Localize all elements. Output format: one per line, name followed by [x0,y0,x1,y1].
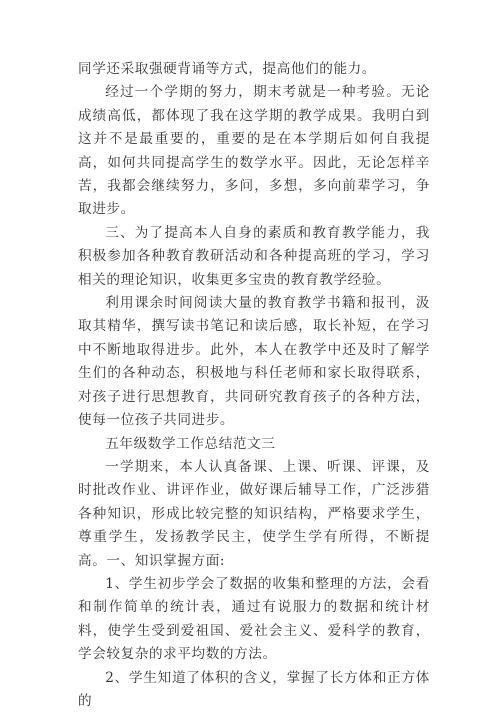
paragraph-5: 一学期来，本人认真备课、上课、听课、评课，及时批改作业、讲评作业，做好课后辅导工作，广泛涉猎各种知识，形成比较完整的知识结构，严格要求学生，尊重学生，发扬教学民主，使学生学有所得，不断提高。一、知识掌握方面: [78,458,430,569]
paragraph-1: 同学还采取强硬背诵等方式，提高他们的能力。 [78,61,377,77]
section-heading: 五年级数学工作总结范文三 [105,435,276,452]
document-body [78,58,430,713]
paragraph-7: 2、学生知道了体积的含义，掌握了长方体和正方体的 [78,669,430,709]
paragraph-2: 经过一个学期的努力，期末考就是一种考验。无论成绩高低，都体现了我在这学期的教学成果。我明白到这并不是最重要的，重要的是在本学期后如何自我提高，如何共同提高学生的数学水平。因此，无论怎样辛苦，我都会继续努力，多问，多想，多向前辈学习，争取进步。 [78,84,430,218]
paragraph-6: 1、学生初步学会了数据的收集和整理的方法，会看和制作简单的统计表，通过有说服力的数据和统计材料，使学生受到爱祖国、爱社会主义、爱科学的教育，学会较复杂的求平均数的方法。 [78,575,430,663]
paragraph-3: 三、为了提高本人自身的素质和教育教学能力，我积极参加各种教育教研活动和各种提高班的学习，学习相关的理论知识，收集更多宝贵的教育教学经验。 [78,224,430,288]
paragraph-4: 利用课余时间阅读大量的教育教学书籍和报刊，汲取其精华，撰写读书笔记和读后感，取长补短，在学习中不断地取得进步。此外，本人在教学中还及时了解学生们的各种动态，积极地与科任老师和家长取得联系，对孩子进行思想教育，共同研究教育孩子的各种方法，使每一位孩子共同进步。 [78,295,430,429]
